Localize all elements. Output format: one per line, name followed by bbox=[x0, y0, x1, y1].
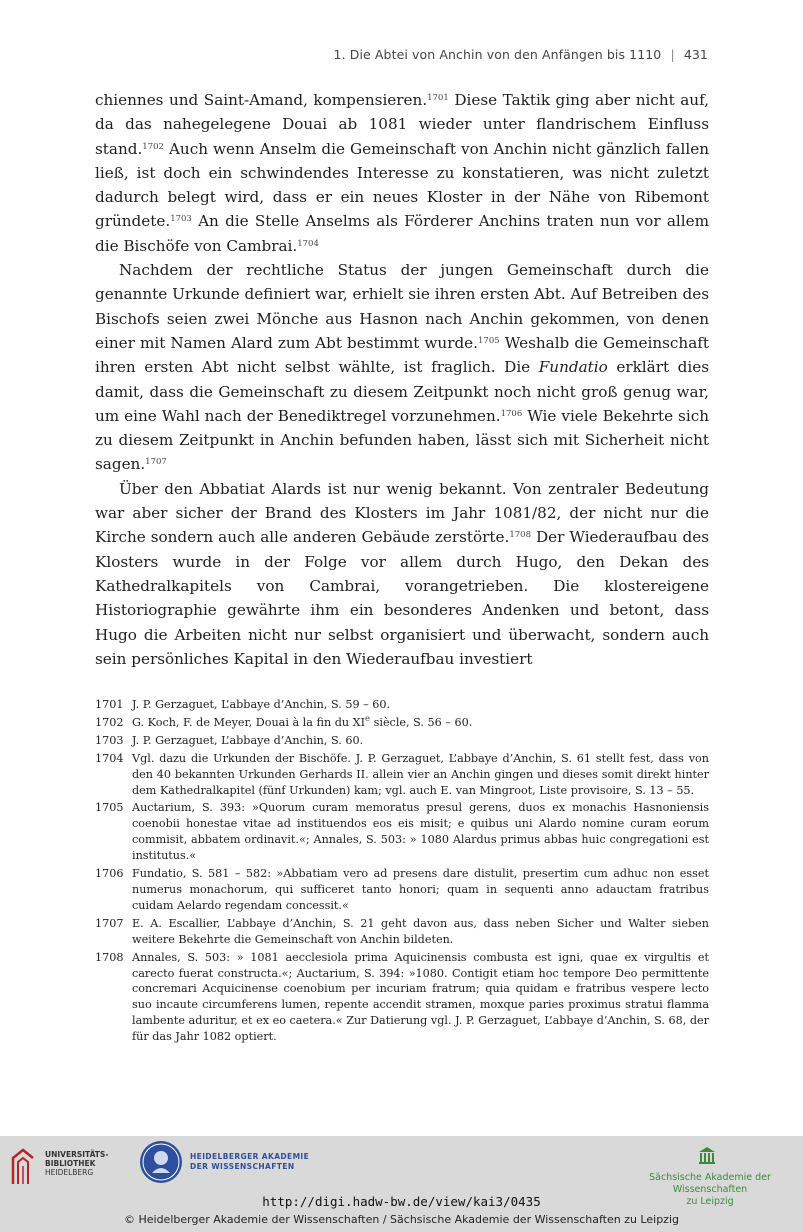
footnote-reference: 1704 bbox=[297, 238, 319, 249]
text-run: Nachdem der rechtliche Status der jungen Gemeinschaft durch die genannte Urkunde definiert war, erhielt sie ihren ersten Abt. Auf Betreiben des Bischofs seien zwei Mönche aus Hasnon nach Anchin gekommen, von denen einer mit Namen Alard zum Abt bestimmt wurde. bbox=[95, 261, 709, 352]
footnote-reference: 1701 bbox=[427, 93, 449, 103]
text-run: J. P. Gerzaguet, L’abbaye d’Anchin, S. 60. bbox=[132, 733, 364, 747]
running-title: 1. Die Abtei von Anchin von den Anfängen bis 1110 bbox=[333, 47, 662, 62]
text-run: G. Koch, F. de Meyer, Douai à la fin du XI bbox=[132, 715, 366, 729]
text-run: Fundatio, S. 581 – 582: »Abbatiam vero ad presens dare distulit, presertim cum adhuc non esset numerus monachorum, qui sufficeret tanto honori; quam in sequenti anno adauctam fratribus cuidam Aelardo regendam concessit.« bbox=[132, 867, 709, 912]
footnote bbox=[95, 697, 709, 713]
footnote-text bbox=[132, 697, 709, 713]
footnote-text bbox=[132, 866, 709, 914]
footnote bbox=[95, 800, 709, 864]
footnote-reference: 1703 bbox=[170, 214, 192, 225]
body-paragraph bbox=[95, 258, 709, 477]
heidelberg-academy-name: HEIDELBERGER AKADEMIE DER WISSENSCHAFTEN bbox=[190, 1152, 310, 1171]
italic-title: Fundatio bbox=[538, 358, 608, 377]
footnote-reference: 1707 bbox=[145, 457, 167, 468]
saxon-academy-name: Sächsische Akademie der Wissenschaften zu Leipzig bbox=[649, 1172, 771, 1207]
footnote-number: 1705 bbox=[95, 801, 124, 815]
university-library-logo-icon bbox=[10, 1146, 36, 1186]
footnote-text bbox=[132, 950, 709, 1045]
footer-banner bbox=[0, 1136, 803, 1232]
header-separator: | bbox=[670, 47, 675, 62]
footnote bbox=[95, 715, 709, 731]
footnote-number: 1703 bbox=[95, 733, 124, 747]
text-run: siècle, S. 56 – 60. bbox=[370, 715, 473, 729]
text-run: J. P. Gerzaguet, L’abbaye d’Anchin, S. 59 – 60. bbox=[132, 698, 391, 711]
text-run: Auctarium, S. 393: »Quorum curam memoratus presul gerens, duos ex monachis Hasnoniensis coenobii honestae vitae ad instituendos eos eis misit; e quibus uni Alardo nomine curam eorum commisit, abbatem ordinavit.«; Annales, S. 503: » 1080 Alardus primus abbas huic congregationi est institutus.« bbox=[132, 801, 709, 863]
text-run: Über den Abbatiat Alards ist nur wenig bekannt. Von zentraler Bedeutung war aber sicher der Brand des Klosters im Jahr 1081/82, der nicht nur die Kirche sondern auch alle anderen Gebäude zerstörte. bbox=[95, 479, 709, 547]
footnote-number: 1707 bbox=[95, 916, 124, 930]
copyright-notice: © Heidelberger Akademie der Wissenschaften / Sächsische Akademie der Wissenschaften zu Leipzig bbox=[123, 1213, 679, 1226]
text-run: Diese Taktik ging aber nicht auf, da das nahegelegene Douai ab 1081 wieder unter flandrischem Einfluss stand. bbox=[95, 91, 709, 158]
text-run: Auch wenn Anselm die Gemeinschaft von Anchin nicht gänzlich fallen ließ, ist doch ein schwindendes Interesse zu konstatieren, was nicht zuletzt dadurch belegt wird, dass er ein neues Kloster in der Nähe von Ribemont gründete. bbox=[95, 139, 709, 231]
footnote-number: 1704 bbox=[95, 751, 124, 765]
footnote bbox=[95, 866, 709, 914]
main-text bbox=[95, 88, 709, 671]
footnote bbox=[95, 733, 709, 749]
footnote-text bbox=[132, 751, 709, 799]
footnote-reference: 1708 bbox=[509, 530, 531, 541]
footnote-text bbox=[132, 733, 709, 749]
text-run: Annales, S. 503: » 1081 aecclesiola prima Aquicinensis combusta est igni, quae ex virgultis et carecto fuerat constructa.«; Auctarium, S. 394: »1080. Contigit etiam hoc tempore Deo permittente concremari Acquicinense coenobium per incuriam fratrum; quia quidam e fratribus vespere lecto suo incaute circumferens lumen, repente accendit stramen, moxque paries proximus stratui flamma lambente aduritur, et ex eo caetera.« Zur Datierung vgl. J. P. Gerzaguet, L’abbaye d’Anchin, S. 68, der für das Jahr 1082 optiert. bbox=[132, 950, 709, 1044]
running-header bbox=[334, 47, 708, 62]
footnote-reference: 1702 bbox=[142, 141, 164, 152]
text-run: Wie viele Bekehrte sich zu diesem Zeitpunkt in Anchin befunden haben, lässt sich mit Sicherheit nicht sagen. bbox=[95, 406, 709, 474]
text-run: chiennes und Saint-Amand, kompensieren. bbox=[95, 91, 428, 109]
permalink-url[interactable]: http://digi.hadw-bw.de/view/kai3/0435 bbox=[262, 1194, 541, 1209]
footnote-number: 1702 bbox=[95, 715, 124, 729]
footnote bbox=[95, 950, 709, 1045]
footnote-text bbox=[132, 800, 709, 864]
text-run: Weshalb die Gemeinschaft ihren ersten Abt nicht selbst wählte, ist fraglich. Die bbox=[95, 333, 709, 377]
text-run: E. A. Escallier, L’abbaye d’Anchin, S. 21 geht davon aus, dass neben Sicher und Walter sieben weitere Bekehrte die Gemeinschaft von Anchin bildeten. bbox=[132, 916, 709, 946]
footnote-number: 1706 bbox=[95, 867, 124, 881]
footnote-text bbox=[132, 916, 709, 948]
university-library-name: UNIVERSITÄTS- BIBLIOTHEK HEIDELBERG bbox=[45, 1150, 109, 1177]
footnotes bbox=[95, 697, 709, 1047]
footnote-number: 1701 bbox=[95, 698, 124, 711]
saxon-academy-building-icon bbox=[697, 1145, 717, 1165]
academy-seal-icon bbox=[140, 1141, 182, 1183]
text-run: Vgl. dazu die Urkunden der Bischöfe. J. P. Gerzaguet, L’abbaye d’Anchin, S. 61 stellt fest, dass von den 40 bekannten Urkunden Gerhards II. allein vier an Anchin gingen und dieses somit direkt hinter dem Kathedralkapitel (fünf Urkunden) kam; vgl. auch E. van Mingroot, Liste provisoire, S. 13 – 55. bbox=[132, 751, 709, 797]
text-run: erklärt dies damit, dass die Gemeinschaft zu diesem Zeitpunkt noch nicht groß genug war, um eine Wahl nach der Benediktregel vorzunehmen. bbox=[95, 358, 709, 425]
footnote bbox=[95, 916, 709, 948]
footnote-reference: 1706 bbox=[500, 408, 523, 419]
text-run: An die Stelle Anselms als Förderer Anchins traten nun vor allem die Bischöfe von Cambrai. bbox=[95, 212, 709, 255]
footnote-text bbox=[132, 715, 709, 731]
footnote-reference: 1705 bbox=[478, 335, 500, 346]
body-paragraph bbox=[95, 477, 709, 671]
footnote-reference: e bbox=[365, 713, 371, 724]
footnote-number: 1708 bbox=[95, 950, 124, 964]
body-paragraph bbox=[95, 88, 709, 258]
page-number: 431 bbox=[683, 47, 708, 62]
footnote bbox=[95, 751, 709, 799]
text-run: Der Wiederaufbau des Klosters wurde in der Folge vor allem durch Hugo, den Dekan des Kathedralkapitels von Cambrai, vorangetrieben. Die klostereigene Historiographie gewährte ihm ein besonderes Andenken und betont, dass Hugo die Arbeiten nicht nur selbst organisiert und überwacht, sondern auch sein persönliches Kapital in den Wiederaufbau investiert bbox=[95, 528, 709, 668]
